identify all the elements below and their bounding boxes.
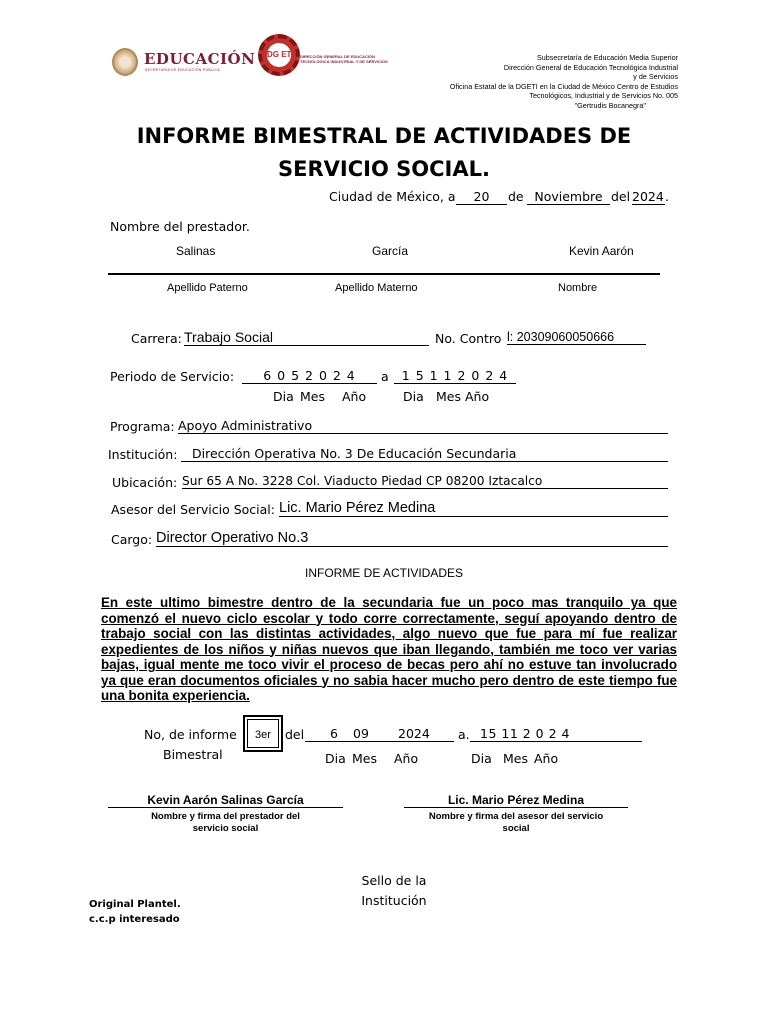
date-end: . bbox=[665, 189, 669, 204]
periodo-mes2: Mes bbox=[436, 389, 461, 404]
report-dia2: Dia bbox=[471, 751, 492, 766]
report-anio1: Año bbox=[394, 751, 419, 766]
report-number-box: 3er bbox=[243, 715, 283, 752]
page-title-line2: SERVICIO SOCIAL. bbox=[278, 157, 490, 181]
prestador-signature-caption: Nombre y firma del prestador del bbox=[151, 811, 300, 822]
sello-label: Sello de la bbox=[361, 873, 427, 888]
report-bimestral-label: Bimestral bbox=[163, 747, 223, 762]
report-no-label: No, de informe bbox=[144, 727, 237, 742]
header-line: Oficina Estatal de la DGETI en la Ciudad de México Centro de Estudios bbox=[449, 81, 678, 91]
cargo-label: Cargo: bbox=[111, 532, 153, 547]
apellido-materno-value: García bbox=[372, 244, 409, 258]
report-mes1: Mes bbox=[352, 751, 377, 766]
date-year: 2024 bbox=[632, 189, 664, 204]
name-underline bbox=[108, 273, 660, 275]
control-label: No. Contro bbox=[435, 331, 502, 346]
footer-original: Original Plantel. bbox=[89, 899, 181, 910]
activities-paragraph bbox=[101, 595, 677, 704]
activities-text: En este ultimo bimestre dentro de la secundaria fue un poco mas tranquilo ya que comenzó el nuevo ciclo escolar y todo corre correctamente, seguí apoyando dentro de trabajo social con las distintas actividades, algo nuevo que fue para mí fue realizar expedientes de los niños y niñas nuevos que iban llegando, también me toco ver varias bajas, igual mente me toco vivir el proceso de becas pero ahí no estuve tan involucrado ya que eran documentos oficiales y no sabia hacer mucho pero dentro de este tiempo fue una bonita experiencia. bbox=[101, 595, 677, 703]
educacion-logo-text: EDUCACIÓN bbox=[144, 50, 256, 68]
nombre-value: Kevin Aarón bbox=[569, 244, 634, 258]
header-line: y de Servicios bbox=[633, 72, 678, 82]
report-anio2: Año bbox=[534, 751, 559, 766]
date-del: del bbox=[611, 189, 631, 204]
carrera-label: Carrera: bbox=[131, 331, 182, 346]
periodo-dia1: Dia bbox=[273, 389, 294, 404]
page-title: INFORME BIMESTRAL DE ACTIVIDADES DE bbox=[136, 124, 632, 148]
date-prefix: Ciudad de México, a bbox=[329, 189, 456, 204]
apellido-paterno-label: Apellido Paterno bbox=[167, 282, 248, 294]
header-line: "Gertrudis Bocanegra" bbox=[574, 100, 646, 110]
sello-label-line2: Institución bbox=[361, 893, 427, 908]
prestador-label: Nombre del prestador. bbox=[110, 219, 250, 234]
asesor-signature-name: Lic. Mario Pérez Medina bbox=[404, 793, 628, 808]
date-month: Noviembre bbox=[527, 189, 610, 205]
programa-value: Apoyo Administrativo bbox=[178, 418, 668, 434]
prestador-signature-name: Kevin Aarón Salinas García bbox=[108, 793, 343, 808]
educacion-logo-subtext: SECRETARÍA DE EDUCACIÓN PÚBLICA bbox=[145, 68, 220, 72]
institucion-label: Institución: bbox=[108, 447, 178, 462]
footer-ccp: c.c.p interesado bbox=[89, 914, 180, 925]
report-to: 15 11 2 0 2 4 bbox=[470, 726, 642, 742]
dgeti-logo-line2: TECNOLÓGICA INDUSTRIAL Y DE SERVICIOS bbox=[300, 59, 388, 64]
report-from-day: 6 bbox=[330, 726, 338, 741]
asesor-signature-caption2: social bbox=[502, 823, 530, 834]
institucion-value: Dirección Operativa No. 3 De Educación Secundaria bbox=[181, 446, 668, 462]
report-del: del bbox=[285, 727, 305, 742]
report-from-year: 2024 bbox=[398, 726, 430, 741]
apellido-paterno-value: Salinas bbox=[176, 244, 216, 258]
periodo-anio2: Año bbox=[465, 389, 490, 404]
periodo-from: 6 0 5 2 0 2 4 bbox=[242, 368, 377, 384]
header-line: Subsecretaría de Educación Media Superior bbox=[536, 53, 678, 62]
informe-heading: INFORME DE ACTIVIDADES bbox=[304, 566, 464, 580]
report-from-month: 09 bbox=[353, 726, 369, 741]
periodo-a: a bbox=[381, 369, 389, 384]
nombre-label: Nombre bbox=[558, 282, 598, 294]
periodo-label: Periodo de Servicio: bbox=[110, 369, 235, 384]
periodo-anio1: Año bbox=[342, 389, 367, 404]
dgeti-logo-line1: DIRECCIÓN GENERAL DE EDUCACIÓN bbox=[300, 54, 376, 59]
carrera-value: Trabajo Social bbox=[184, 329, 429, 346]
date-de: de bbox=[508, 189, 524, 204]
report-mes2: Mes bbox=[503, 751, 528, 766]
apellido-materno-label: Apellido Materno bbox=[335, 282, 418, 294]
seal-icon bbox=[112, 48, 138, 76]
ubicacion-label: Ubicación: bbox=[112, 475, 178, 490]
report-dia1: Dia bbox=[325, 751, 346, 766]
programa-label: Programa: bbox=[110, 419, 175, 434]
periodo-mes1: Mes bbox=[300, 389, 325, 404]
ubicacion-value: Sur 65 A No. 3228 Col. Viaducto Piedad CP 08200 Iztacalco bbox=[182, 474, 668, 489]
report-from bbox=[305, 726, 454, 742]
date-day: 20 bbox=[456, 189, 507, 205]
header-line: Dirección General de Educación Tecnológica Industrial bbox=[503, 62, 678, 72]
control-value: l: 20309060050666 bbox=[507, 330, 646, 345]
dgeti-mark: DG ETI bbox=[267, 43, 291, 67]
asesor-signature-caption: Nombre y firma del asesor del servicio bbox=[428, 811, 604, 822]
report-a: a. bbox=[458, 727, 470, 742]
prestador-signature-caption2: servicio social bbox=[192, 823, 259, 834]
header-institution-text bbox=[420, 53, 678, 111]
asesor-value: Lic. Mario Pérez Medina bbox=[279, 500, 668, 517]
asesor-label: Asesor del Servicio Social: bbox=[111, 502, 275, 517]
header-line: Tecnológicos, Industrial y de Servicios No. 005 bbox=[529, 91, 678, 101]
periodo-dia2: Dia bbox=[403, 389, 424, 404]
periodo-to: 1 5 1 1 2 0 2 4 bbox=[394, 368, 516, 384]
cargo-value: Director Operativo No.3 bbox=[156, 530, 668, 547]
educacion-logo bbox=[112, 44, 256, 80]
dgeti-logo bbox=[258, 34, 428, 84]
